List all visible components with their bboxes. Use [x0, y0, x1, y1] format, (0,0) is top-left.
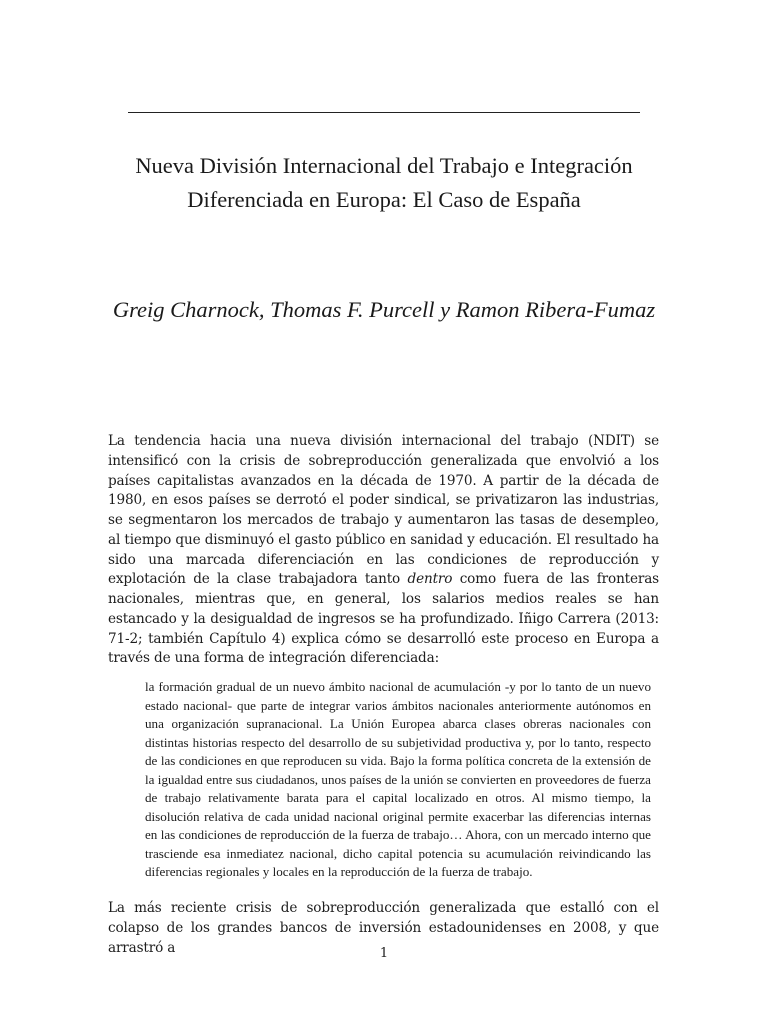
body-paragraph-1: [108, 432, 659, 669]
document-title: Nueva División Internacional del Trabajo e Integración Diferenciada en Europa: El Caso de España: [135, 153, 633, 212]
body-paragraph-2: La más reciente crisis de sobreproducción generalizada que estalló con el colapso de los grandes bancos de inversión estadounidenses en 2008, y que arrastró a: [108, 900, 659, 956]
page-number: 1: [379, 946, 389, 961]
paragraph-text: La tendencia hacia una nueva división internacional del trabajo (NDIT) se intensificó con la crisis de sobreproducción generalizada que envolvió a los países capitalistas avanzados en la década de 1970. A partir de la década de 1980, en esos países se derrotó el poder sindical, se privatizaron las industrias, se segmentaron los mercados de trabajo y aumentaron las tasas de desempleo, al tiempo que disminuyó el gasto público en sanidad y educación. El resultado ha sido una marcada diferenciación en las condiciones de reproducción y explotación de la clase trabajadora tanto: [108, 433, 659, 588]
author-list: Greig Charnock, Thomas F. Purcell y Ramon Ribera-Fumaz: [112, 297, 656, 322]
block-quote: la formación gradual de un nuevo ámbito nacional de acumulación -y por lo tanto de un nuevo estado nacional- que parte de integrar varios ámbitos nacionales anteriormente autónomos en una organización supranacional. La Unión Europea abarca clases obreras nacionales con distintas historias respecto del desarrollo de su subjetividad productiva y, por lo tanto, respecto de las condiciones en que reproducen su vida. Bajo la forma política concreta de la extensión de la igualdad entre sus ciudadanos, unos países de la unión se convierten en proveedores de fuerza de trabajo relativamente barata para el capital localizado en otros. Al mismo tiempo, la disolución relativa de cada unidad nacional original permite exacerbar las diferencias internas en las condiciones de reproducción de la fuerza de trabajo… Ahora, con un mercado interno que trasciende esa inmediatez nacional, dicho capital potencia su acumulación reivindicando las diferencias regionales y locales en la reproducción de la fuerza de trabajo.: [145, 679, 651, 879]
emphasis-text: dentro: [407, 571, 453, 588]
paragraph-text: como fuera de las fronteras nacionales, mientras que, en general, los salarios medios reales se han estancado y la desigualdad de ingresos se ha profundizado. Iñigo Carrera (2013: 71-2; también Capítulo 4) explica cómo se desarrolló este proceso en Europa a través de una forma de integración diferenciada:: [108, 571, 660, 667]
header-rule: [128, 112, 640, 113]
